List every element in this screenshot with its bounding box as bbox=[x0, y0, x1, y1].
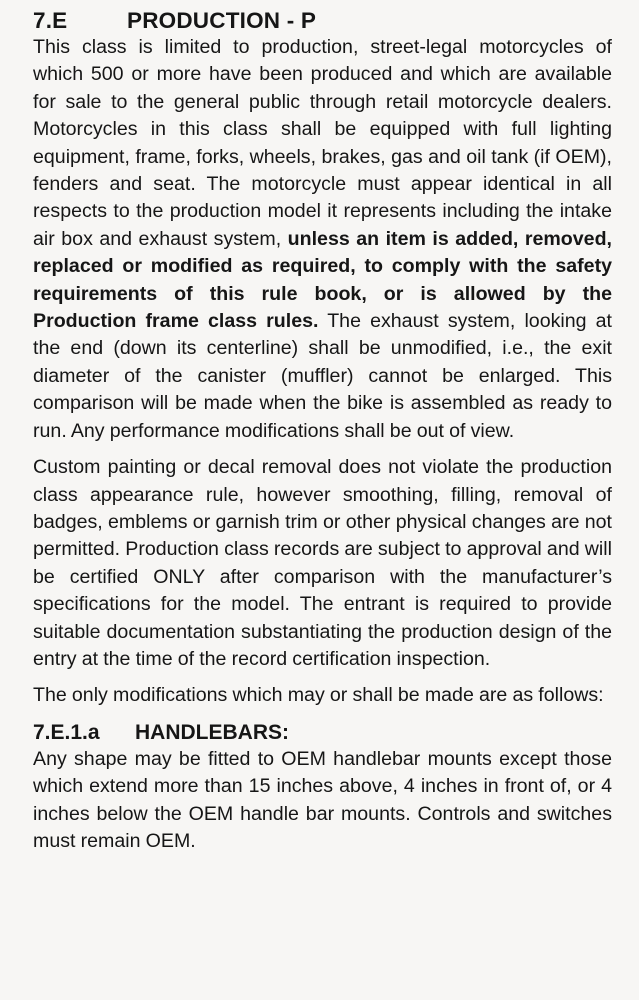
paragraph-gap bbox=[33, 710, 612, 720]
subsection-title: HANDLEBARS: bbox=[135, 720, 289, 744]
section-title: PRODUCTION - P bbox=[127, 8, 317, 33]
paragraph-gap bbox=[33, 673, 612, 682]
class-description-bold-text: unless an item is added, removed, replaced or modified as required, to comply with the safety requirements of this rule book, or is allowed by the Production frame class rules. bbox=[33, 227, 612, 333]
subsection-number: 7.E.1.a bbox=[33, 720, 100, 744]
class-description-paragraph bbox=[33, 34, 612, 445]
appearance-rule-paragraph: Custom painting or decal removal does not violate the production class appearance rule, however smoothing, filling, removal of badges, emblems or garnish trim or other physical changes are not permitted. Production class records are subject to approval and will be certified ONLY after comparison with the manufacturer’s specifications for the model. The entrant is required to provide suitable documentation substantiating the production design of the entry at the time of the record certification inspection. bbox=[33, 456, 612, 670]
paragraph-gap bbox=[33, 445, 612, 454]
modifications-intro-paragraph: The only modifications which may or shall be made are as follows: bbox=[33, 684, 604, 707]
section-heading bbox=[33, 8, 612, 34]
subsection-heading bbox=[33, 720, 612, 746]
handlebars-rule-paragraph: Any shape may be fitted to OEM handlebar mounts except those which extend more than 15 inches above, 4 inches in front of, or 4 inches below the OEM handle bar mounts. Controls and switches must remain OEM. bbox=[33, 747, 612, 852]
page-edge-shadow bbox=[633, 0, 639, 1000]
section-number: 7.E bbox=[33, 8, 68, 33]
class-description-text-b: The exhaust system, looking at the end (down its centerline) shall be unmodified, i.e., the exit diameter of the canister (muffler) cannot be enlarged. This comparison will be made when the bike is assembled as ready to run. Any performance modifications shall be out of view. bbox=[33, 310, 612, 442]
class-description-text-a: This class is limited to production, street-legal motorcycles of which 500 or more have been produced and which are available for sale to the general public through retail motorcycle dealers. Motorcycles in this class shall be equipped with full lighting equipment, frame, forks, wheels, brakes, gas and oil tank (if OEM), fenders and seat. The motorcycle must appear identical in all respects to the production model it represents including the intake air box and exhaust system, bbox=[33, 36, 612, 250]
